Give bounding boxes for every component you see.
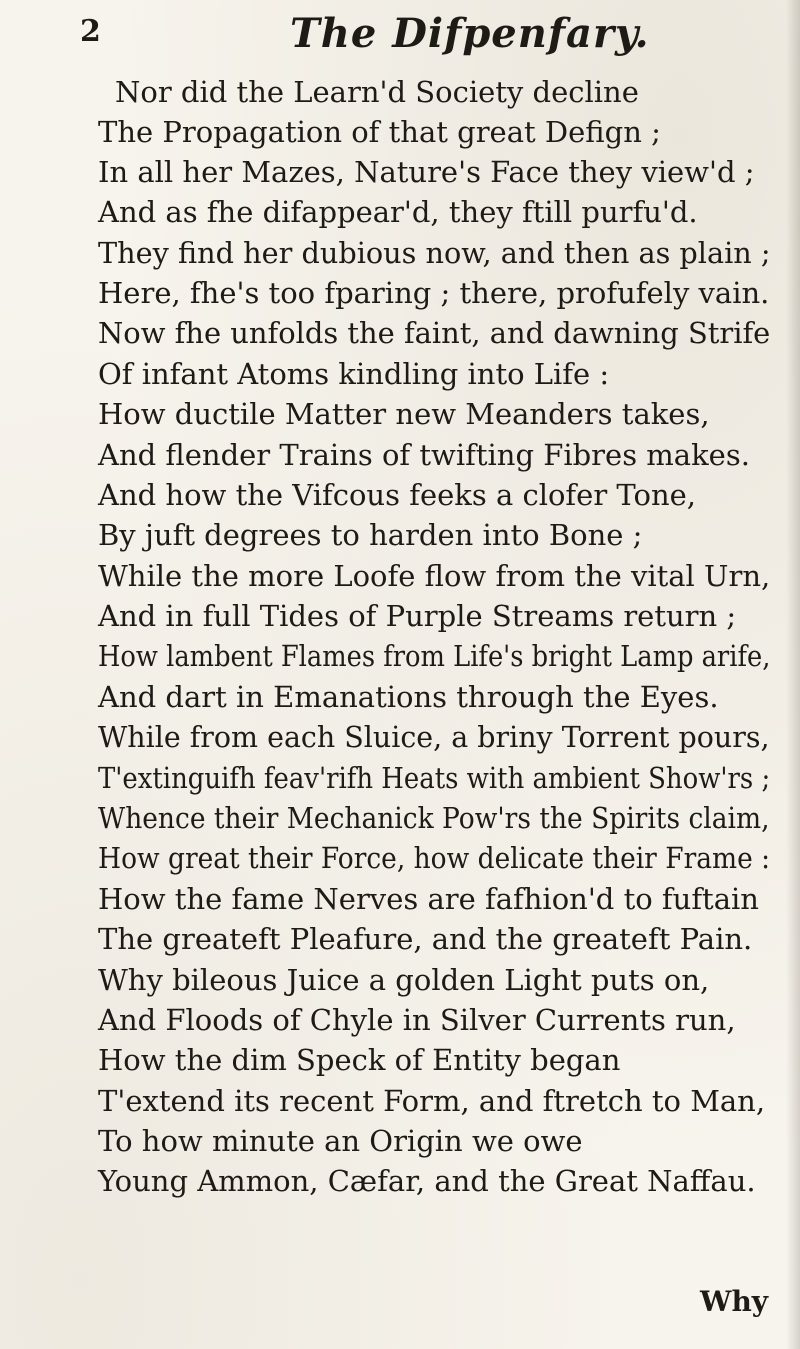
poem-line: And as fhe difappear'd, they ftill purfu'd. bbox=[98, 195, 698, 229]
poem-line: The greateft Pleafure, and the greateft Pain. bbox=[98, 922, 753, 956]
poem-line: And in full Tides of Purple Streams return ; bbox=[98, 599, 737, 633]
poem-line: To how minute an Origin we owe bbox=[98, 1124, 583, 1158]
running-title: The Difpenfary. bbox=[290, 10, 650, 57]
poem-line: They find her dubious now, and then as plain ; bbox=[98, 236, 771, 270]
poem-line: By juft degrees to harden into Bone ; bbox=[98, 518, 643, 552]
poem-line: Young Ammon, Cæfar, and the Great Naffau. bbox=[98, 1164, 756, 1198]
poem-line: While from each Sluice, a briny Torrent pours, bbox=[98, 720, 770, 754]
catchword: Why bbox=[700, 1285, 769, 1318]
poem-line: How the fame Nerves are fafhion'd to fuftain bbox=[98, 882, 759, 916]
poem-line: Here, fhe's too fparing ; there, profufely vain. bbox=[98, 276, 770, 310]
page-header bbox=[80, 8, 720, 68]
poem-line: In all her Mazes, Nature's Face they view'd ; bbox=[98, 155, 755, 189]
poem-line: And Floods of Chyle in Silver Currents run, bbox=[98, 1003, 736, 1037]
poem-line: Why bileous Juice a golden Light puts on, bbox=[98, 963, 710, 997]
poem-line: T'extinguifh feav'rifh Heats with ambient Show'rs ; bbox=[98, 761, 771, 795]
poem-line: And how the Vifcous feeks a clofer Tone, bbox=[98, 478, 697, 512]
poem-line: Nor did the Learn'd Society decline bbox=[115, 75, 639, 109]
poem-line: While the more Loofe flow from the vital Urn, bbox=[98, 559, 771, 593]
poem-line: The Propagation of that great Defign ; bbox=[98, 115, 661, 149]
poem-line: T'extend its recent Form, and ftretch to Man, bbox=[98, 1084, 766, 1118]
poem-line: And dart in Emanations through the Eyes. bbox=[98, 680, 719, 714]
poem-line: How great their Force, how delicate their Frame : bbox=[98, 841, 771, 875]
page-edge-shadow bbox=[786, 0, 800, 1349]
page-number: 2 bbox=[80, 14, 101, 49]
poem-line: How lambent Flames from Life's bright Lamp arife, bbox=[98, 639, 771, 673]
poem-line: Of infant Atoms kindling into Life : bbox=[98, 357, 610, 391]
poem-line: Now fhe unfolds the faint, and dawning Strife bbox=[98, 316, 771, 350]
poem-line: How the dim Speck of Entity began bbox=[98, 1043, 621, 1077]
poem-line: And flender Trains of twifting Fibres makes. bbox=[98, 438, 750, 472]
poem-line: How ductile Matter new Meanders takes, bbox=[98, 397, 710, 431]
poem-line: Whence their Mechanick Pow'rs the Spirits claim, bbox=[98, 801, 770, 835]
